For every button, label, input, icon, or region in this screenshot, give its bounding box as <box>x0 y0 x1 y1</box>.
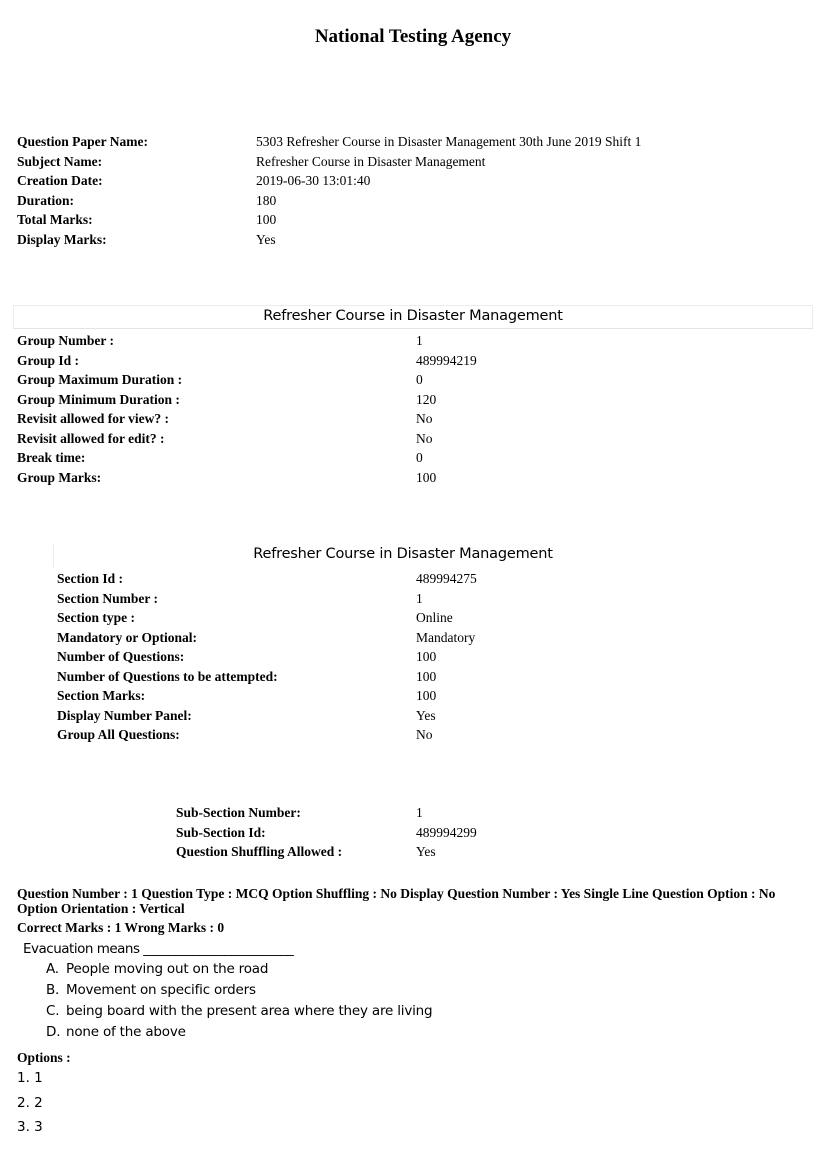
group-info-label: Revisit allowed for view? : <box>17 411 169 426</box>
answer-choice <box>46 1024 186 1040</box>
group-info-value: 489994219 <box>416 352 477 368</box>
choice-label: C. <box>46 1003 60 1019</box>
section-info-row <box>57 706 477 726</box>
paper-info-label: Question Paper Name: <box>17 134 148 149</box>
section-info-value: 1 <box>416 590 423 606</box>
paper-info-row <box>17 152 641 172</box>
subsection-info-label: Question Shuffling Allowed : <box>176 844 343 859</box>
group-info-value: 0 <box>416 372 423 387</box>
paper-info-row <box>17 132 641 152</box>
subsection-info-row <box>176 823 477 843</box>
group-info-label: Group Minimum Duration : <box>17 391 180 407</box>
group-info-label: Group Number : <box>17 333 115 348</box>
section-info-label: Section type : <box>57 610 135 625</box>
answer-choice <box>46 1003 432 1019</box>
paper-info-value: Yes <box>256 231 276 247</box>
section-info-block <box>57 569 477 745</box>
group-info-value: 1 <box>416 333 423 348</box>
choice-text: Movement on specific orders <box>66 982 256 998</box>
choice-label: D. <box>46 1024 61 1040</box>
paper-info-row <box>17 230 641 250</box>
section-info-value: 489994275 <box>416 571 477 586</box>
subsection-info-label: Sub-Section Number: <box>176 805 301 820</box>
group-info-value: 100 <box>416 469 437 485</box>
choice-text: People moving out on the road <box>66 961 269 977</box>
group-info-value: No <box>416 430 433 446</box>
choice-text: none of the above <box>66 1024 186 1040</box>
paper-info-value: 180 <box>256 192 277 208</box>
group-heading: Refresher Course in Disaster Management <box>263 308 563 324</box>
choice-text: being board with the present area where they are living <box>66 1003 433 1019</box>
paper-info-label: Creation Date: <box>17 173 103 188</box>
options-label: Options : <box>17 1050 71 1065</box>
paper-info-value: 5303 Refresher Course in Disaster Management 30th June 2019 Shift 1 <box>256 134 642 149</box>
subsection-info-value: 489994299 <box>416 824 477 840</box>
page-title: National Testing Agency <box>314 26 512 47</box>
group-info-label: Group Id : <box>17 352 80 368</box>
paper-info-label: Total Marks: <box>17 212 93 227</box>
section-info-label: Number of Questions to be attempted: <box>57 668 278 684</box>
answer-choice <box>46 961 268 977</box>
section-info-label: Mandatory or Optional: <box>57 629 198 645</box>
subsection-info-value: 1 <box>416 805 423 820</box>
group-info-label: Group Maximum Duration : <box>17 372 183 387</box>
option-item: 1. 1 <box>17 1070 43 1086</box>
group-info-row <box>17 370 477 390</box>
section-heading: Refresher Course in Disaster Management <box>253 546 553 562</box>
section-info-value: 100 <box>416 688 437 703</box>
choice-label: A. <box>46 961 59 977</box>
section-info-value: Yes <box>416 707 436 723</box>
subsection-info-block <box>176 803 477 862</box>
paper-info-value: 100 <box>256 212 277 227</box>
paper-info-label: Display Marks: <box>17 231 107 247</box>
group-info-row <box>17 390 477 410</box>
group-info-row <box>17 351 477 371</box>
paper-info-value: Refresher Course in Disaster Management <box>256 153 486 169</box>
section-info-value: Online <box>416 610 453 625</box>
section-info-value: No <box>416 727 433 742</box>
section-info-value: Mandatory <box>416 629 476 645</box>
section-info-value: 100 <box>416 649 437 664</box>
group-info-value: 120 <box>416 391 437 407</box>
section-info-label: Number of Questions: <box>57 649 185 664</box>
section-info-row <box>57 667 477 687</box>
section-info-row <box>57 725 477 745</box>
group-info-value: 0 <box>416 450 423 465</box>
subsection-info-label: Sub-Section Id: <box>176 824 266 840</box>
group-info-row <box>17 331 477 351</box>
group-info-row <box>17 429 477 449</box>
section-info-label: Section Id : <box>57 571 124 586</box>
paper-info-block <box>17 132 641 249</box>
group-info-label: Group Marks: <box>17 469 102 485</box>
group-info-label: Break time: <box>17 450 86 465</box>
group-info-row <box>17 409 477 429</box>
subsection-info-value: Yes <box>416 844 436 859</box>
choice-label: B. <box>46 982 60 998</box>
paper-info-label: Duration: <box>17 192 74 208</box>
section-info-row <box>57 628 477 648</box>
section-info-row <box>57 608 477 628</box>
section-info-label: Section Marks: <box>57 688 146 703</box>
group-info-value: No <box>416 411 433 426</box>
section-info-label: Group All Questions: <box>57 727 180 742</box>
question-text: Evacuation means ________________________ <box>23 941 294 957</box>
option-item: 2. 2 <box>17 1095 43 1111</box>
section-info-row <box>57 647 477 667</box>
option-item: 3. 3 <box>17 1119 43 1135</box>
section-info-label: Section Number : <box>57 590 158 606</box>
section-info-label: Display Number Panel: <box>57 707 192 723</box>
paper-info-row <box>17 210 641 230</box>
question-meta: Question Number : 1 Question Type : MCQ Option Shuffling : No Display Question Number : Yes Single Line Question Option : No Option Orientation : Vertical <box>17 886 776 916</box>
question-marks: Correct Marks : 1 Wrong Marks : 0 <box>17 920 225 935</box>
group-info-row <box>17 448 477 468</box>
paper-info-row <box>17 171 641 191</box>
section-info-value: 100 <box>416 668 437 684</box>
group-info-label: Revisit allowed for edit? : <box>17 430 165 446</box>
paper-info-row <box>17 191 641 211</box>
section-info-row <box>57 569 477 589</box>
subsection-info-row <box>176 842 477 862</box>
section-info-row <box>57 589 477 609</box>
group-info-row <box>17 468 477 488</box>
group-info-block <box>17 331 477 487</box>
answer-choice <box>46 982 256 998</box>
section-info-row <box>57 686 477 706</box>
paper-info-label: Subject Name: <box>17 153 103 169</box>
subsection-info-row <box>176 803 477 823</box>
paper-info-value: 2019-06-30 13:01:40 <box>256 173 371 188</box>
